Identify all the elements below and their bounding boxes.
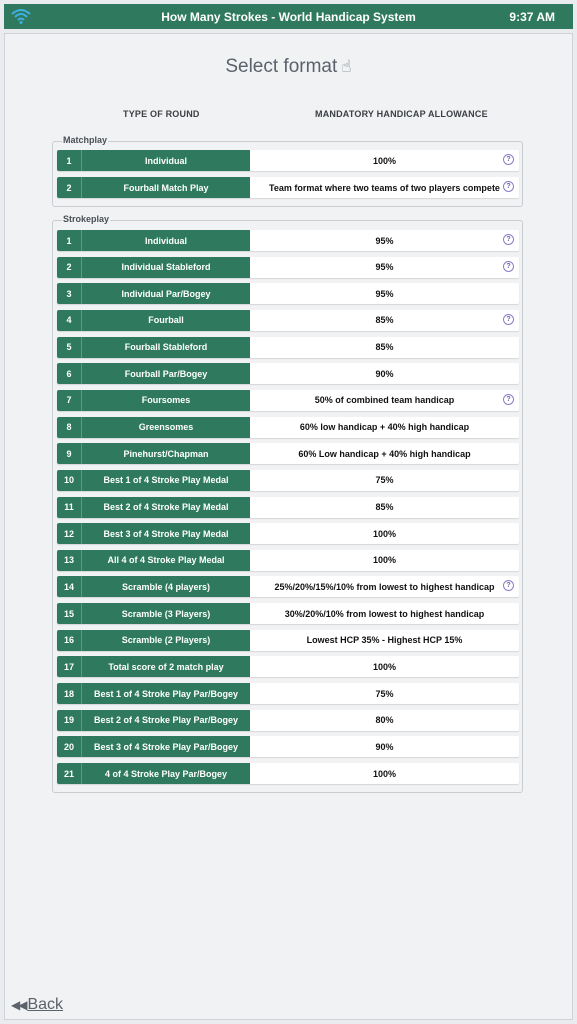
row-format-name: All 4 of 4 Stroke Play Medal: [82, 550, 250, 571]
strokeplay-row-17[interactable]: [57, 656, 519, 677]
row-allowance-text: 80%: [375, 715, 394, 726]
row-allowance: [250, 337, 519, 358]
row-number: 12: [57, 523, 82, 544]
back-arrows-icon: ◀◀: [11, 998, 26, 1012]
help-icon[interactable]: ?: [503, 394, 514, 405]
row-number: 7: [57, 390, 82, 411]
row-allowance: [250, 150, 519, 171]
wifi-icon: [10, 7, 32, 25]
matchplay-row-2[interactable]: [57, 177, 519, 198]
row-format-name: Best 3 of 4 Stroke Play Medal: [82, 523, 250, 544]
row-format-name: Scramble (4 players): [82, 576, 250, 597]
row-allowance: [250, 683, 519, 704]
row-allowance: [250, 523, 519, 544]
row-allowance-text: 50% of combined team handicap: [314, 395, 455, 406]
row-number: 17: [57, 656, 82, 677]
row-allowance: [250, 230, 519, 251]
row-format-name: Best 2 of 4 Stroke Play Par/Bogey: [82, 710, 250, 731]
help-icon[interactable]: ?: [503, 261, 514, 272]
row-allowance: [250, 257, 519, 278]
row-allowance-text: 100%: [372, 555, 397, 566]
row-allowance: [250, 656, 519, 677]
app-title: How Many Strokes - World Handicap System: [161, 9, 416, 24]
row-number: 1: [57, 230, 82, 251]
strokeplay-row-1[interactable]: [57, 230, 519, 251]
row-allowance-text: 85%: [375, 502, 394, 512]
row-format-name: Fourball Par/Bogey: [82, 363, 250, 384]
row-number: 10: [57, 470, 82, 491]
row-number: 16: [57, 630, 82, 651]
strokeplay-row-21[interactable]: [57, 763, 519, 784]
row-allowance-text: 25%/20%/15%/10% from lowest to highest handicap: [274, 581, 495, 592]
row-number: 11: [57, 497, 82, 518]
row-format-name: 4 of 4 Stroke Play Par/Bogey: [82, 763, 250, 784]
row-number: 6: [57, 363, 82, 384]
help-icon[interactable]: ?: [503, 234, 514, 245]
title-bar: [4, 4, 573, 29]
row-allowance-text: 100%: [372, 528, 397, 539]
row-number: 13: [57, 550, 82, 571]
row-allowance: [250, 710, 519, 731]
row-format-name: Individual Stableford: [82, 257, 250, 278]
row-number: 14: [57, 576, 82, 597]
column-header-type: TYPE OF ROUND: [123, 109, 200, 119]
row-format-name: Individual: [82, 150, 250, 171]
row-format-name: Individual: [82, 230, 250, 251]
strokeplay-row-15[interactable]: [57, 603, 519, 624]
strokeplay-row-18[interactable]: [57, 683, 519, 704]
strokeplay-label: Strokeplay: [63, 214, 110, 224]
row-allowance-text: 60% low handicap + 40% high handicap: [299, 422, 470, 433]
row-format-name: Scramble (3 Players): [82, 603, 250, 624]
row-format-name: Best 1 of 4 Stroke Play Medal: [82, 470, 250, 491]
row-allowance-text: 95%: [375, 288, 394, 299]
row-allowance: [250, 763, 519, 784]
strokeplay-row-2[interactable]: [57, 257, 519, 278]
page-title: [0, 56, 577, 78]
strokeplay-row-14[interactable]: [57, 576, 519, 597]
row-format-name: Fourball Stableford: [82, 337, 250, 358]
row-number: 19: [57, 710, 82, 731]
help-icon[interactable]: ?: [503, 181, 514, 192]
row-allowance-text: 90%: [375, 741, 394, 752]
row-allowance-text: 85%: [375, 315, 394, 326]
row-number: 18: [57, 683, 82, 704]
page-title-text: Select format: [225, 56, 338, 77]
strokeplay-row-4[interactable]: [57, 310, 519, 331]
row-format-name: Fourball: [82, 310, 250, 331]
back-button[interactable]: [11, 996, 63, 1014]
matchplay-row-1[interactable]: [57, 150, 519, 171]
help-icon[interactable]: ?: [503, 314, 514, 325]
row-number: 4: [57, 310, 82, 331]
strokeplay-row-9[interactable]: [57, 443, 519, 464]
row-allowance: [250, 443, 519, 464]
strokeplay-row-8[interactable]: [57, 417, 519, 438]
row-number: 2: [57, 177, 82, 198]
strokeplay-row-5[interactable]: [57, 337, 519, 358]
row-allowance: [250, 363, 519, 384]
row-allowance-text: 30%/20%/10% from lowest to highest handicap: [284, 608, 485, 619]
row-format-name: Total score of 2 match play: [82, 656, 250, 677]
strokeplay-row-3[interactable]: [57, 283, 519, 304]
row-allowance: [250, 390, 519, 411]
back-label: Back: [27, 996, 64, 1013]
column-header-allowance: MANDATORY HANDICAP ALLOWANCE: [315, 109, 488, 119]
strokeplay-row-12[interactable]: [57, 523, 519, 544]
strokeplay-row-16[interactable]: [57, 630, 519, 651]
row-number: 5: [57, 337, 82, 358]
row-allowance-text: 95%: [375, 262, 394, 273]
strokeplay-row-10[interactable]: [57, 470, 519, 491]
row-allowance-text: Team format where two teams of two players compete: [269, 182, 500, 193]
row-number: 15: [57, 603, 82, 624]
row-allowance-text: 95%: [375, 235, 394, 246]
row-number: 3: [57, 283, 82, 304]
row-allowance-text: 85%: [375, 342, 394, 353]
help-icon[interactable]: ?: [503, 580, 514, 591]
row-allowance-text: Lowest HCP 35% - Highest HCP 15%: [306, 635, 463, 646]
strokeplay-row-13[interactable]: [57, 550, 519, 571]
row-allowance: [250, 576, 519, 597]
row-allowance-text: 100%: [372, 661, 397, 672]
row-number: 8: [57, 417, 82, 438]
clock: 9:37 AM: [509, 10, 555, 24]
row-number: 21: [57, 763, 82, 784]
row-allowance: [250, 603, 519, 624]
row-format-name: Scramble (2 Players): [82, 630, 250, 651]
strokeplay-row-20[interactable]: [57, 736, 519, 757]
row-allowance: [250, 630, 519, 651]
row-format-name: Greensomes: [82, 417, 250, 438]
strokeplay-row-6[interactable]: [57, 363, 519, 384]
row-allowance-text: 100%: [372, 155, 397, 166]
row-allowance: [250, 550, 519, 571]
row-number: 9: [57, 443, 82, 464]
row-allowance: [250, 177, 519, 198]
matchplay-label: Matchplay: [63, 135, 108, 145]
row-allowance-text: 75%: [375, 475, 394, 486]
row-format-name: Best 3 of 4 Stroke Play Par/Bogey: [82, 736, 250, 757]
row-allowance-text: 100%: [372, 768, 397, 779]
row-format-name: Foursomes: [82, 390, 250, 411]
strokeplay-row-7[interactable]: [57, 390, 519, 411]
row-allowance: [250, 497, 519, 518]
row-format-name: Individual Par/Bogey: [82, 283, 250, 304]
row-number: 20: [57, 736, 82, 757]
help-icon[interactable]: ?: [503, 154, 514, 165]
row-format-name: Pinehurst/Chapman: [82, 443, 250, 464]
row-allowance: [250, 736, 519, 757]
strokeplay-row-11[interactable]: [57, 497, 519, 518]
row-allowance-text: 90%: [375, 368, 394, 379]
strokeplay-row-19[interactable]: [57, 710, 519, 731]
row-format-name: Fourball Match Play: [82, 177, 250, 198]
row-format-name: Best 1 of 4 Stroke Play Par/Bogey: [82, 683, 250, 704]
row-allowance-text: 75%: [375, 688, 394, 699]
row-allowance: [250, 310, 519, 331]
row-allowance: [250, 417, 519, 438]
hand-pointer-icon: ☝: [341, 57, 352, 76]
row-allowance-text: 60% Low handicap + 40% high handicap: [298, 448, 471, 459]
row-number: 1: [57, 150, 82, 171]
row-allowance: [250, 470, 519, 491]
row-format-name: Best 2 of 4 Stroke Play Medal: [82, 497, 250, 518]
row-number: 2: [57, 257, 82, 278]
row-allowance: [250, 283, 519, 304]
